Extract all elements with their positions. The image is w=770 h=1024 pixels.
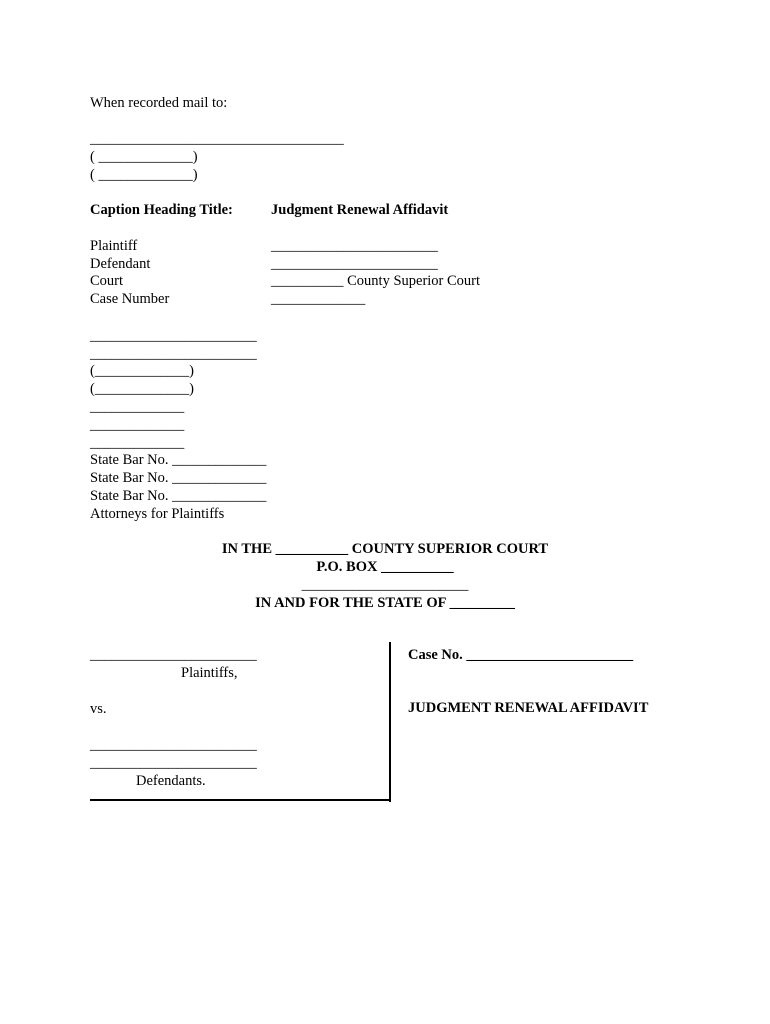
plaintiff-name-line: _______________________ xyxy=(90,647,257,663)
versus-label: vs. xyxy=(90,701,107,717)
caption-bottom-rule xyxy=(90,799,391,801)
state-bar-line: State Bar No. _____________ xyxy=(90,470,267,486)
court-address-line: _______________________ xyxy=(301,577,469,593)
address-line: ___________________________________ xyxy=(90,131,344,147)
court-name: IN THE __________ COUNTY SUPERIOR COURT xyxy=(221,541,549,557)
attorney-line: _____________ xyxy=(90,399,185,415)
defendants-label: Defendants. xyxy=(136,773,206,789)
case-number: Case No. _______________________ xyxy=(408,647,634,663)
attorney-line: _____________ xyxy=(90,435,185,451)
caption-heading-label: Caption Heading Title: xyxy=(90,202,233,218)
attorney-line: (_____________) xyxy=(90,381,194,397)
caption-field-label: Plaintiff xyxy=(90,238,138,254)
attorney-line: _____________ xyxy=(90,417,185,433)
document-title: JUDGMENT RENEWAL AFFIDAVIT xyxy=(408,700,649,716)
caption-field-value: __________ County Superior Court xyxy=(271,273,481,289)
plaintiffs-label: Plaintiffs, xyxy=(181,665,238,681)
caption-vertical-divider xyxy=(389,642,391,802)
recorded-mail-label: When recorded mail to: xyxy=(90,95,228,111)
attorney-line: _______________________ xyxy=(90,328,257,344)
defendant-name-line: _______________________ xyxy=(90,737,257,753)
court-po-box: P.O. BOX __________ xyxy=(316,559,454,575)
caption-field-value: _______________________ xyxy=(271,256,438,272)
attorneys-for-plaintiffs: Attorneys for Plaintiffs xyxy=(90,506,225,522)
caption-field-label: Court xyxy=(90,273,124,289)
caption-field-value: _______________________ xyxy=(271,238,438,254)
attorney-line: (_____________) xyxy=(90,363,194,379)
attorney-line: _______________________ xyxy=(90,346,257,362)
court-state: IN AND FOR THE STATE OF _________ xyxy=(255,595,515,611)
address-paren-line: ( _____________) xyxy=(90,167,198,183)
state-bar-line: State Bar No. _____________ xyxy=(90,488,267,504)
address-paren-line: ( _____________) xyxy=(90,149,198,165)
caption-field-label: Case Number xyxy=(90,291,170,307)
caption-field-value: _____________ xyxy=(271,291,366,307)
defendant-name-line: _______________________ xyxy=(90,755,257,771)
caption-heading-title: Judgment Renewal Affidavit xyxy=(271,202,449,218)
caption-field-label: Defendant xyxy=(90,256,151,272)
state-bar-line: State Bar No. _____________ xyxy=(90,452,267,468)
